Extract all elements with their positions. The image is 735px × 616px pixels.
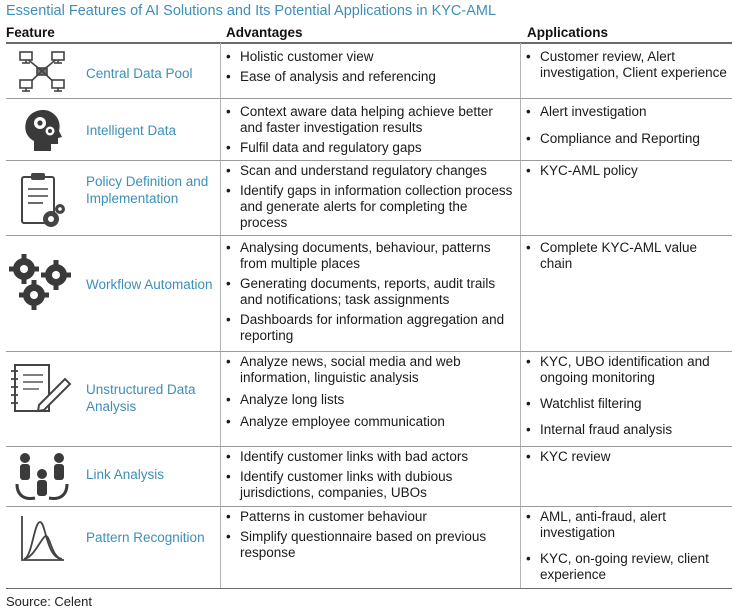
people-links-icon: [10, 449, 74, 503]
advantages-list: [226, 163, 516, 235]
header-divider: [6, 42, 732, 44]
list-item: • Watchlist filtering: [526, 396, 732, 412]
row-divider: [6, 160, 732, 161]
list-item: • Internal fraud analysis: [526, 422, 732, 438]
advantages-list: [226, 49, 516, 89]
brain-gears-icon: [12, 104, 72, 156]
list-item: • Simplify questionnaire based on previous response: [226, 529, 516, 561]
list-item: • Identify customer links with bad actors: [226, 449, 516, 465]
gears-icon: [8, 250, 74, 312]
advantages-list: [226, 509, 516, 565]
applications-list: [526, 240, 732, 276]
list-item: • Analyze news, social media and web information, linguistic analysis: [226, 354, 516, 386]
network-icon: [12, 47, 72, 99]
row-divider: [6, 98, 732, 99]
list-item: • Scan and understand regulatory changes: [226, 163, 516, 179]
advantages-list: [226, 449, 516, 505]
list-item: • Generating documents, reports, audit trails and notifications; task assignments: [226, 276, 516, 308]
list-item: • Complete KYC-AML value chain: [526, 240, 732, 272]
feature-name: Central Data Pool: [86, 66, 193, 81]
list-item: • Patterns in customer behaviour: [226, 509, 516, 525]
feature-name: Policy Definition and Implementation: [86, 174, 209, 206]
feature-name: Unstructured Data Analysis: [86, 382, 196, 414]
list-item: • KYC, UBO identification and ongoing monitoring: [526, 354, 732, 386]
list-item: • AML, anti-fraud, alert investigation: [526, 509, 732, 541]
list-item: • KYC-AML policy: [526, 163, 732, 179]
applications-list: [526, 104, 732, 151]
applications-list: [526, 509, 732, 587]
list-item: • Identify customer links with dubious jurisdictions, companies, UBOs: [226, 469, 516, 501]
applications-list: [526, 163, 732, 183]
list-item: • Identify gaps in information collection process and generate alerts for completing the process: [226, 183, 516, 231]
feature-name: Link Analysis: [86, 467, 165, 482]
applications-list: [526, 449, 732, 469]
page-title: Essential Features of AI Solutions and Its Potential Applications in KYC-AML: [6, 3, 497, 19]
list-item: • Holistic customer view: [226, 49, 516, 65]
feature-name: Intelligent Data: [86, 123, 177, 138]
feature-name: Pattern Recognition: [86, 530, 205, 545]
list-item: • Fulfil data and regulatory gaps: [226, 140, 516, 156]
advantages-list: [226, 240, 516, 348]
table-bottom-divider: [6, 588, 732, 589]
header-feature: Feature: [6, 25, 55, 40]
row-divider: [6, 235, 732, 236]
list-item: • KYC, on-going review, client experience: [526, 551, 732, 583]
header-applications: Applications: [527, 25, 609, 40]
list-item: • Compliance and Reporting: [526, 131, 732, 147]
row-divider: [6, 446, 732, 447]
list-item: • Ease of analysis and referencing: [226, 69, 516, 85]
source-note: Source: Celent: [6, 594, 92, 609]
advantages-list: [226, 104, 516, 160]
list-item: • Analyze long lists: [226, 392, 516, 408]
list-item: • Context aware data helping achieve better and faster investigation results: [226, 104, 516, 136]
feature-name: Workflow Automation: [86, 277, 213, 292]
list-item: • KYC review: [526, 449, 732, 465]
applications-list: [526, 354, 732, 442]
row-divider: [6, 351, 732, 352]
advantages-list: [226, 354, 516, 434]
list-item: • Dashboards for information aggregation and reporting: [226, 312, 516, 344]
notepad-pencil-icon: [8, 360, 74, 418]
list-item: • Alert investigation: [526, 104, 732, 120]
row-divider: [6, 506, 732, 507]
list-item: • Analysing documents, behaviour, patterns from multiple places: [226, 240, 516, 272]
distribution-curve-icon: [12, 512, 72, 566]
list-item: • Customer review, Alert investigation, Client experience: [526, 49, 732, 81]
clipboard-gears-icon: [12, 170, 72, 232]
applications-list: [526, 49, 732, 85]
header-advantages: Advantages: [226, 25, 303, 40]
list-item: • Analyze employee communication: [226, 414, 516, 430]
